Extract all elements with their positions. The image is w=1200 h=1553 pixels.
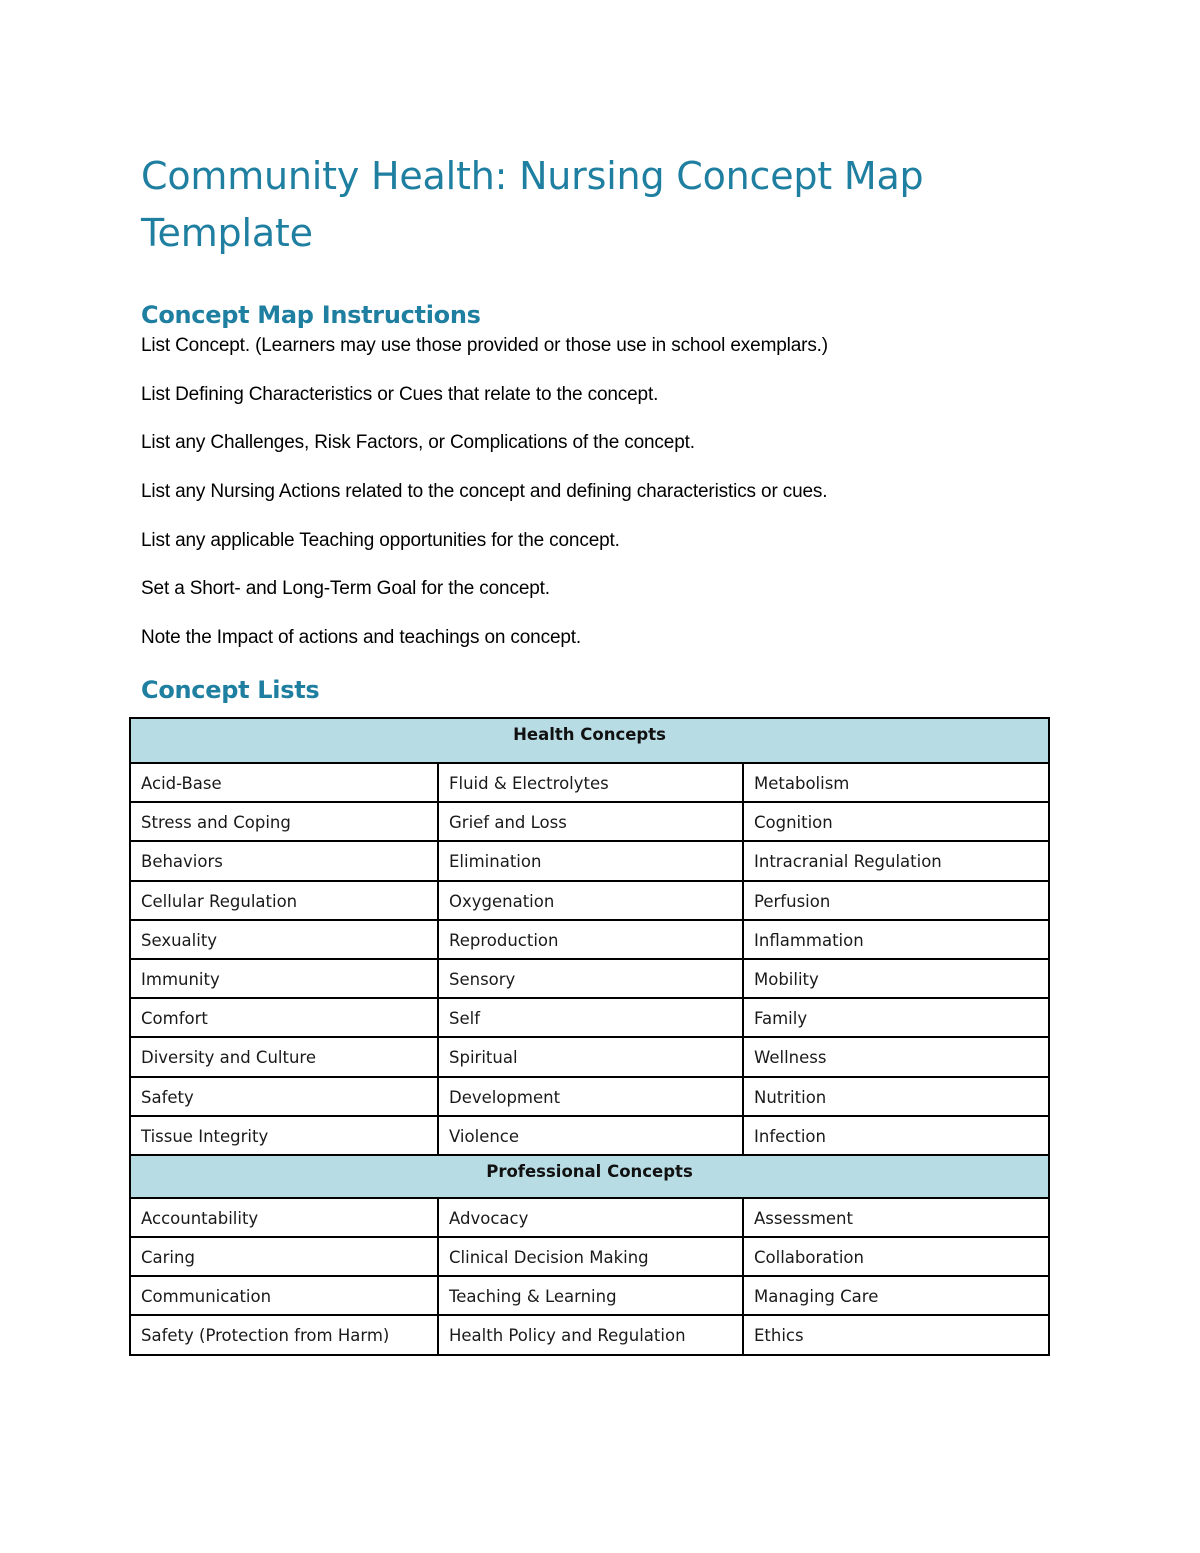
health-header-row [130,718,1049,763]
concept-cell: Safety (Protection from Harm) [130,1315,438,1354]
instruction-item: List any Challenges, Risk Factors, or Complications of the concept. [141,432,695,454]
table-row [130,763,1049,802]
concept-cell: Behaviors [130,841,438,880]
concept-cell: Oxygenation [438,881,743,920]
concept-cell: Cognition [743,802,1049,841]
concept-cell: Mobility [743,959,1049,998]
instruction-item: List any applicable Teaching opportunities for the concept. [141,529,620,551]
table-row [130,802,1049,841]
instruction-item: Note the Impact of actions and teachings on concept. [141,627,582,649]
concept-cell: Accountability [130,1198,438,1237]
concept-cell: Nutrition [743,1077,1049,1116]
concept-cell: Grief and Loss [438,802,743,841]
concept-cell: Ethics [743,1315,1049,1354]
concept-cell: Collaboration [743,1237,1049,1276]
document-page [141,148,1051,705]
instructions-list [141,334,1051,650]
concept-cell: Elimination [438,841,743,880]
concept-cell: Inflammation [743,920,1049,959]
health-concepts-header: Health Concepts [130,718,1049,763]
table-row [130,1037,1049,1076]
table-row [130,1276,1049,1315]
table-row [130,1198,1049,1237]
concept-cell: Acid-Base [130,763,438,802]
concept-cell: Reproduction [438,920,743,959]
professional-concepts-header: Professional Concepts [130,1155,1049,1198]
concept-cell: Caring [130,1237,438,1276]
instruction-item: List any Nursing Actions related to the concept and defining characteristics or cues. [141,481,828,503]
concept-cell: Stress and Coping [130,802,438,841]
table-row [130,1077,1049,1116]
concept-cell: Clinical Decision Making [438,1237,743,1276]
table-row [130,1315,1049,1354]
concept-cell: Metabolism [743,763,1049,802]
concept-cell: Comfort [130,998,438,1037]
concept-cell: Advocacy [438,1198,743,1237]
concept-cell: Development [438,1077,743,1116]
table-row [130,998,1049,1037]
concept-cell: Self [438,998,743,1037]
instruction-item: List Defining Characteristics or Cues that relate to the concept. [141,383,659,405]
title-line-2: Template [141,211,313,255]
table-row [130,920,1049,959]
concept-cell: Sensory [438,959,743,998]
concept-cell: Managing Care [743,1276,1049,1315]
concept-cell: Family [743,998,1049,1037]
professional-header-row [130,1155,1049,1198]
title-line-1: Community Health: Nursing Concept Map [141,154,924,198]
concept-cell: Infection [743,1116,1049,1155]
concept-cell: Violence [438,1116,743,1155]
concept-cell: Fluid & Electrolytes [438,763,743,802]
instructions-heading: Concept Map Instructions [141,301,481,329]
table-row [130,959,1049,998]
concept-cell: Diversity and Culture [130,1037,438,1076]
concept-table-body [130,718,1049,1355]
concept-table [129,717,1050,1356]
concept-cell: Health Policy and Regulation [438,1315,743,1354]
instruction-item: List Concept. (Learners may use those provided or those use in school exemplars.) [141,335,828,356]
instruction-item: Set a Short- and Long-Term Goal for the concept. [141,578,550,600]
concept-cell: Tissue Integrity [130,1116,438,1155]
table-row [130,1116,1049,1155]
concept-cell: Safety [130,1077,438,1116]
concept-cell: Spiritual [438,1037,743,1076]
concept-cell: Assessment [743,1198,1049,1237]
concept-cell: Teaching & Learning [438,1276,743,1315]
concept-cell: Immunity [130,959,438,998]
table-row [130,881,1049,920]
concept-lists-heading: Concept Lists [141,675,320,704]
concept-cell: Sexuality [130,920,438,959]
concept-cell: Perfusion [743,881,1049,920]
concept-cell: Wellness [743,1037,1049,1076]
concept-cell: Communication [130,1276,438,1315]
concept-cell: Cellular Regulation [130,881,438,920]
table-row [130,1237,1049,1276]
table-row [130,841,1049,880]
document-title [141,148,1051,262]
concept-cell: Intracranial Regulation [743,841,1049,880]
